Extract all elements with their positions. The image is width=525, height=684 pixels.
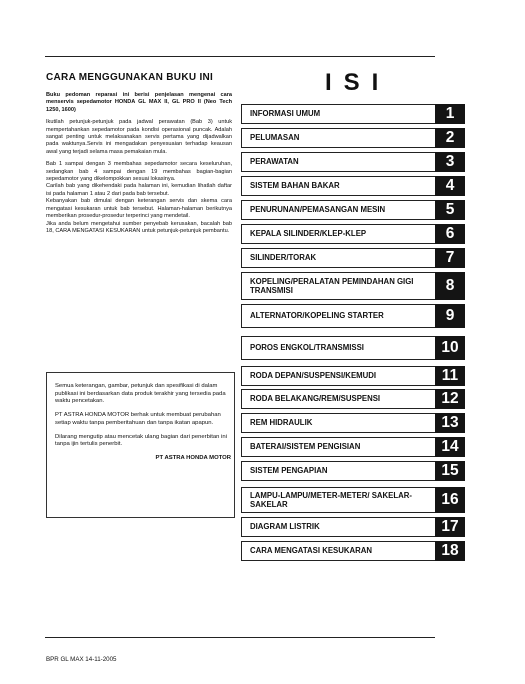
toc-label: RODA DEPAN/SUSPENSI/KEMUDI [241, 366, 435, 386]
toc-row[interactable] [241, 304, 465, 328]
toc-chapter-number: 11 [435, 366, 465, 386]
notice-paragraph: PT ASTRA HONDA MOTOR berhak untuk membuat perubahan setiap waktu tanpa pemberitahuan dan tanpa ikatan apapun. [55, 412, 221, 426]
toc-chapter-number: 3 [435, 152, 465, 172]
top-rule [45, 56, 435, 57]
intro-paragraph: Kebanyakan bab dimulai dengan keterangan servis dan skema cara mengatasi kesukaran untuk bab tersebut. Halaman-halaman berikutnya memberikan prosedur-prosedur terperinci yang mendetail. [46, 198, 232, 220]
intro-paragraph: Carilah bab yang dikehendaki pada halaman ini, kemudian lihatlah daftar isi pada halaman 1 atau 2 dari pada bab tersebut. [46, 183, 232, 197]
section-title: CARA MENGGUNAKAN BUKU INI [46, 72, 214, 83]
toc-chapter-number: 6 [435, 224, 465, 244]
toc-label: PENURUNAN/PEMASANGAN MESIN [241, 200, 435, 220]
toc-chapter-number: 15 [435, 461, 465, 481]
toc-label: KEPALA SILINDER/KLEP-KLEP [241, 224, 435, 244]
toc-chapter-number: 17 [435, 517, 465, 537]
toc-row[interactable] [241, 541, 465, 561]
toc-chapter-number: 12 [435, 389, 465, 409]
toc-label: LAMPU-LAMPU/METER-METER/ SAKELAR-SAKELAR [241, 487, 435, 513]
intro-paragraph: Jika anda belum mengetahui sumber penyebab kerusakan, bacalah bab 18, CARA MENGATASI KESUKARAN untuk petunjuk-petunjuk pembantu. [46, 220, 232, 234]
toc-row[interactable] [241, 487, 465, 513]
toc-label: SISTEM BAHAN BAKAR [241, 176, 435, 196]
notice-paragraph: Semua keterangan, gambar, petunjuk dan spesifikasi di dalam publikasi ini berdasarkan data produk terakhir yang tersedia pada waktu pencetakan. [55, 383, 226, 405]
toc-chapter-number: 5 [435, 200, 465, 220]
toc-label: CARA MENGATASI KESUKARAN [241, 541, 435, 561]
toc-label: INFORMASI UMUM [241, 104, 435, 124]
toc-label: DIAGRAM LISTRIK [241, 517, 435, 537]
intro-paragraph: Buku pedoman reparasi ini berisi penjelasan mengenai cara menservis sepedamotor HONDA GL MAX II, GL PRO II (Neo Tech 1250, 1600) [46, 92, 232, 113]
notice-paragraph: Dilarang mengutip atau mencetak ulang bagian dari penerbitan ini tanpa ijin tertulis penerbit. [55, 433, 227, 448]
toc-row[interactable] [241, 224, 465, 244]
intro-paragraph: Ikutilah petunjuk-petunjuk pada jadwal perawatan (Bab 3) untuk mempertahankan sepedamotor pada kondisi operasional puncak. Adalah sangat penting untuk melaksanakan servis pertama yang dijadwalkan pada waktunya.Servis ini mengadakan penyesuaian terhadap keausan awal yang terjadi selama masa pemakaian mula. [46, 119, 232, 155]
bottom-rule [45, 637, 435, 638]
toc-label: SILINDER/TORAK [241, 248, 435, 268]
toc-chapter-number: 2 [435, 128, 465, 148]
toc-row[interactable] [241, 200, 465, 220]
toc-label: REM HIDRAULIK [241, 413, 435, 433]
toc-row[interactable] [241, 461, 465, 481]
toc-chapter-number: 1 [435, 104, 465, 124]
toc-title: ISI [325, 69, 391, 96]
toc-chapter-number: 13 [435, 413, 465, 433]
toc-chapter-number: 8 [435, 272, 465, 300]
toc-label: POROS ENGKOL/TRANSMISSI [241, 336, 435, 360]
toc-label: PERAWATAN [241, 152, 435, 172]
toc-row[interactable] [241, 336, 465, 360]
toc-row[interactable] [241, 128, 465, 148]
toc-chapter-number: 4 [435, 176, 465, 196]
toc-chapter-number: 9 [435, 304, 465, 328]
toc-row[interactable] [241, 413, 465, 433]
toc-chapter-number: 14 [435, 437, 465, 457]
toc-row[interactable] [241, 517, 465, 537]
toc-row[interactable] [241, 272, 465, 300]
intro-paragraph: Bab 1 sampai dengan 3 membahas sepedamotor secara keseluruhan, sedangkan bab 4 sampai dengan 19 membahas bagian-bagian sepedamotor yang dikelompokkan sesuai lokasinya. [46, 161, 232, 183]
toc-row[interactable] [241, 437, 465, 457]
toc-row[interactable] [241, 366, 465, 386]
toc-label: RODA BELAKANG/REM/SUSPENSI [241, 389, 435, 409]
toc-chapter-number: 7 [435, 248, 465, 268]
toc-label: BATERAI/SISTEM PENGISIAN [241, 437, 435, 457]
toc-chapter-number: 10 [435, 336, 465, 360]
toc-row[interactable] [241, 389, 465, 409]
toc-chapter-number: 16 [435, 487, 465, 513]
toc-label: PELUMASAN [241, 128, 435, 148]
toc-row[interactable] [241, 104, 465, 124]
toc-row[interactable] [241, 176, 465, 196]
toc-label: SISTEM PENGAPIAN [241, 461, 435, 481]
intro-text [46, 92, 232, 240]
notice-signature: PT ASTRA HONDA MOTOR [155, 454, 231, 461]
toc-chapter-number: 18 [435, 541, 465, 561]
toc-label: KOPELING/PERALATAN PEMINDAHAN GIGI TRANSMISI [241, 272, 435, 300]
toc-label: ALTERNATOR/KOPELING STARTER [241, 304, 435, 328]
toc-row[interactable] [241, 152, 465, 172]
notice-box [46, 372, 235, 518]
footer-text: BPR GL MAX 14-11-2005 [46, 656, 117, 663]
toc-row[interactable] [241, 248, 465, 268]
